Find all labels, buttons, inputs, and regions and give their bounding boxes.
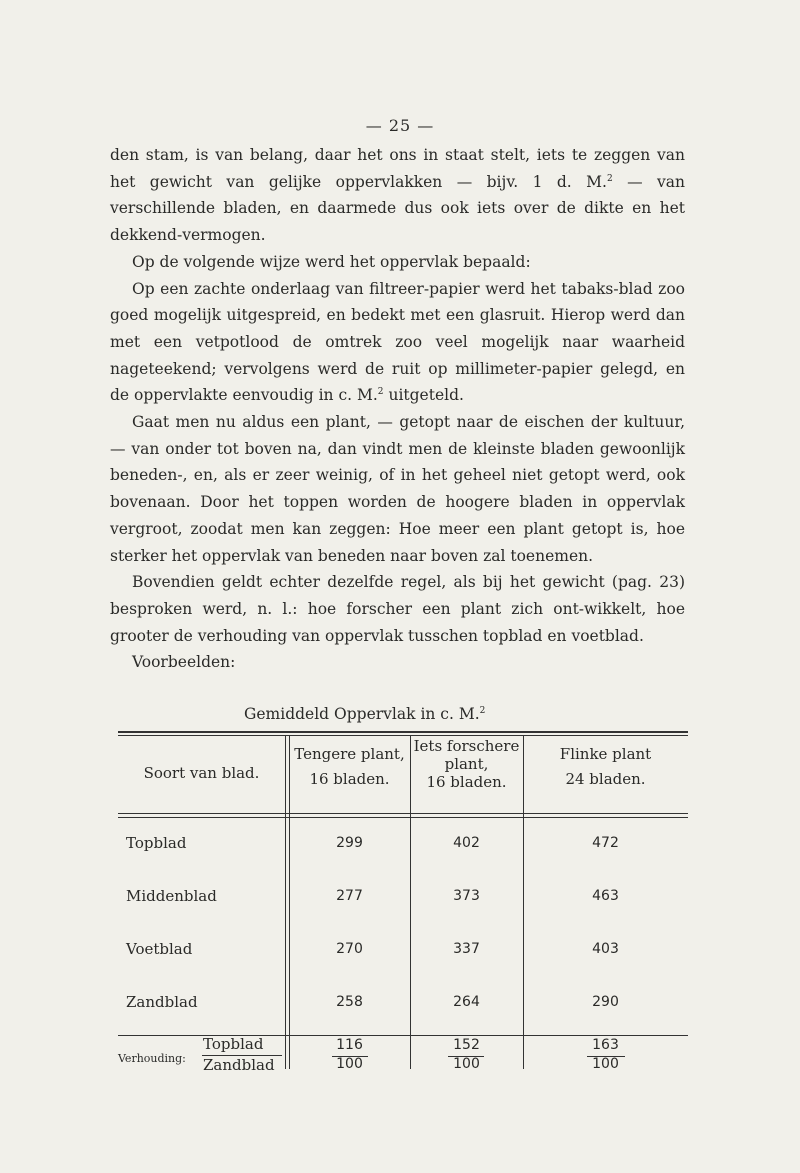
header-cell: Iets forschere plant, 16 bladen. [413,737,520,791]
table-cell: 290 [592,994,619,1010]
ratio-denominator-label: Zandblad [203,1056,275,1074]
header-cell: Soort van blad. [143,764,260,782]
table-cell: 472 [592,835,619,851]
paragraph: Bovendien geldt echter dezelfde regel, als bij het gewicht (pag. 23) besproken werd, n. l.: hoe forscher een plant zich ont-wikkelt, hoe grooter de verhouding van oppervlak tusschen topblad en voetblad. [110,573,685,645]
table-cell: 270 [336,941,363,957]
table-rule [118,731,688,733]
row-label: Middenblad [126,887,217,905]
header-cell: Flinke plant 24 bladen. [559,745,652,788]
table-cell: 337 [453,941,480,957]
column-rule [285,735,286,1069]
ratio-label: Verhouding: [118,1052,186,1065]
table-caption: Gemiddeld Oppervlak in c. M.$^2$ [244,705,486,723]
table-cell: 277 [336,888,363,904]
table-cell: 258 [336,994,363,1010]
header-cell: Tengere plant, 16 bladen. [294,745,405,788]
paragraph: den stam, is van belang, daar het ons in staat stelt, iets te zeggen van het gewicht van gelijke oppervlakken — bijv. 1 d. M.$^2$ — van verschillende bladen, en daarmede dus ook iets over de dikte en het dekkend-vermogen. [110,146,685,245]
ratio-denominator: 100 [592,1056,619,1072]
page-number: — 25 — [365,116,435,135]
row-label: Topblad [126,834,187,852]
table-cell: 402 [453,835,480,851]
table-cell: 264 [453,994,480,1010]
table-cell: 403 [592,941,619,957]
ratio-numerator-label: Topblad [203,1035,264,1053]
ratio-numerator: 163 [592,1037,619,1053]
ratio-denominator: 100 [453,1056,480,1072]
table-rule [118,817,688,818]
row-label: Zandblad [126,993,198,1011]
paragraph: Gaat men nu aldus een plant, — getopt naar de eischen der kultuur, — van onder tot boven na, dan vindt men de kleinste bladen gewoonlijk beneden-, en, als er zeer weinig, of in het geheel niet getopt werd, ook bovenaan. Door het toppen worden de hoogere bladen in oppervlak vergroot, zoodat men kan zeggen: Hoe meer een plant getopt is, hoe sterker het oppervlak van beneden naar boven zal toenemen. [110,413,685,565]
paragraph: Op een zachte onderlaag van filtreer-papier werd het tabaks-blad zoo goed mogelijk uitgespreid, en bedekt met een glasruit. Hierop werd dan met een vetpotlood de omtrek zoo veel mogelijk naar waarheid nageteekend; vervolgens werd de ruit op millimeter-papier gelegd, en de oppervlakte eenvoudig in c. M.$^2$ uitgeteld. [110,279,685,405]
ratio-numerator: 116 [336,1037,363,1053]
row-label: Voetblad [126,940,193,958]
table-cell: 299 [336,835,363,851]
table-rule [118,735,688,736]
table-rule [118,813,688,814]
body-text [110,142,685,676]
paragraph: Voorbeelden: [132,653,236,672]
table-cell: 373 [453,888,480,904]
ratio-numerator: 152 [453,1037,480,1053]
paragraph: Op de volgende wijze werd het oppervlak bepaald: [132,252,531,271]
ratio-denominator: 100 [336,1056,363,1072]
table-cell: 463 [592,888,619,904]
